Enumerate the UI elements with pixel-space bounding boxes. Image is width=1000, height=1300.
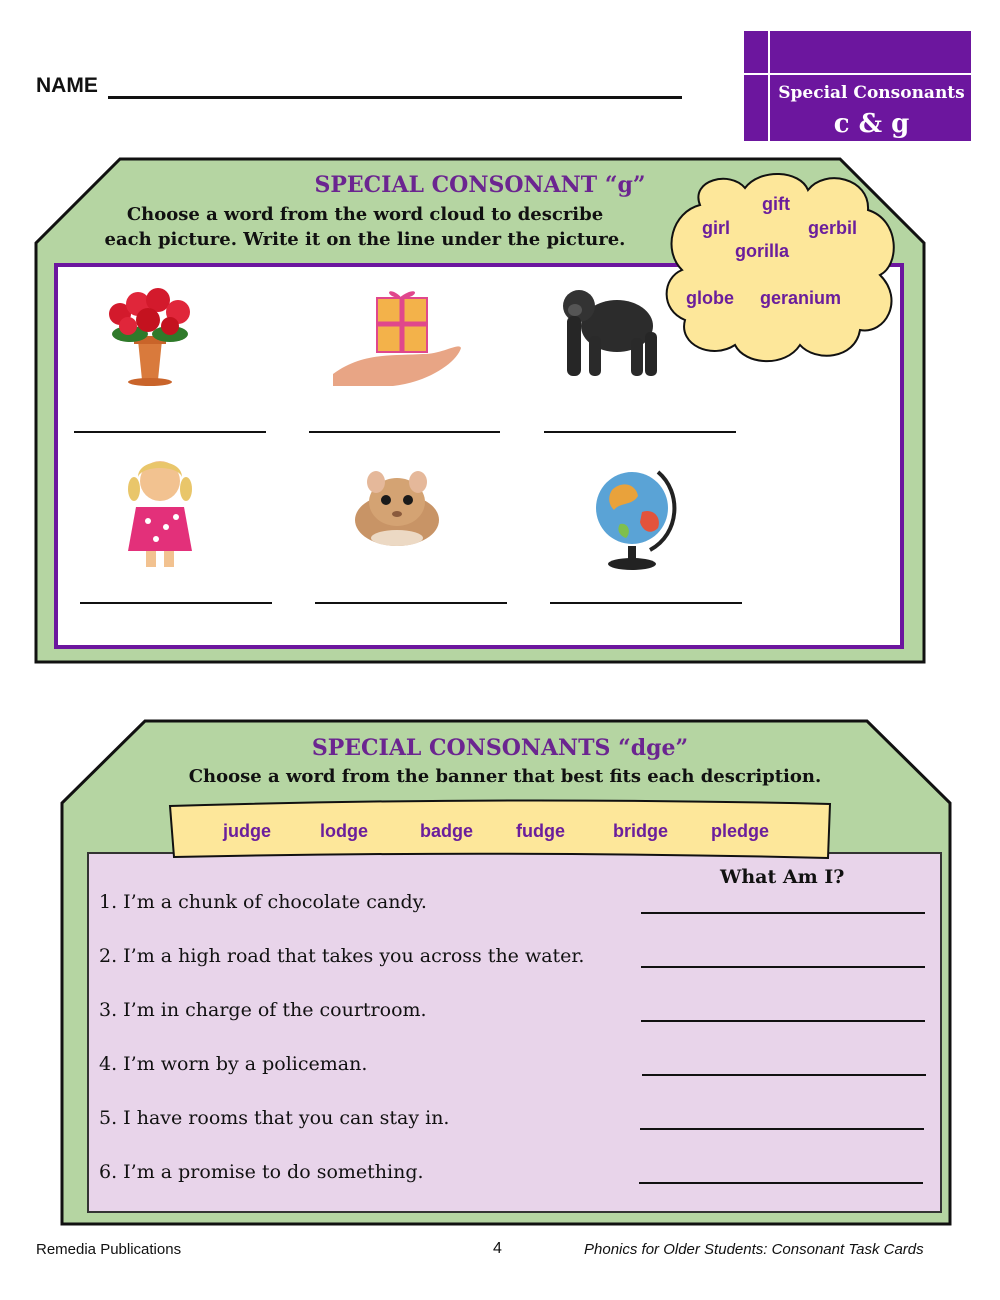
girl-picture <box>122 455 198 567</box>
answer-line-girl[interactable] <box>80 602 272 604</box>
gift-picture <box>333 282 461 386</box>
question-4: 4. I’m worn by a policeman. <box>99 1053 368 1075</box>
question-3: 3. I’m in charge of the courtroom. <box>99 999 427 1021</box>
cloud-word-gerbil: gerbil <box>808 218 858 238</box>
geranium-picture <box>100 282 198 388</box>
banner-word-badge: badge <box>420 821 474 841</box>
answer-line-5[interactable] <box>640 1128 924 1130</box>
answer-line-globe[interactable] <box>550 602 742 604</box>
banner-word-bridge: bridge <box>613 821 669 841</box>
footer-book-title: Phonics for Older Students: Consonant Task Cards <box>584 1241 924 1258</box>
answer-line-1[interactable] <box>641 912 925 914</box>
globe-picture <box>592 466 680 570</box>
gerbil-picture <box>344 462 450 550</box>
answer-line-2[interactable] <box>641 966 925 968</box>
footer-publisher: Remedia Publications <box>36 1241 182 1258</box>
answer-line-4[interactable] <box>642 1074 926 1076</box>
answer-line-gift[interactable] <box>309 431 500 433</box>
cloud-word-globe: globe <box>686 288 734 308</box>
gorilla-picture <box>555 278 663 380</box>
section-g-instruction-line1: Choose a word from the word cloud to describe <box>126 204 604 225</box>
banner-word-pledge: pledge <box>711 821 770 841</box>
question-5: 5. I have rooms that you can stay in. <box>99 1107 450 1129</box>
question-1: 1. I’m a chunk of chocolate candy. <box>99 891 427 913</box>
tag-subtitle: c & g <box>833 109 910 139</box>
banner-word-judge: judge <box>223 821 271 841</box>
name-label: NAME <box>36 74 98 97</box>
answer-line-gorilla[interactable] <box>544 431 736 433</box>
cloud-word-girl: girl <box>702 218 731 238</box>
banner-word-lodge: lodge <box>320 821 368 841</box>
column-header: What Am I? <box>720 866 845 888</box>
answer-line-gerbil[interactable] <box>315 602 507 604</box>
cloud-word-gorilla: gorilla <box>735 241 790 261</box>
answer-line-6[interactable] <box>639 1182 923 1184</box>
section-dge-instruction: Choose a word from the banner that best fits each description. <box>188 766 822 787</box>
answer-line-geranium[interactable] <box>74 431 266 433</box>
tag-title: Special Consonants <box>778 83 965 103</box>
banner-word-fudge: fudge <box>516 821 565 841</box>
section-dge-title: SPECIAL CONSONANTS “dge” <box>311 735 689 761</box>
section-g-instruction-line2: each picture. Write it on the line under the picture. <box>104 229 626 250</box>
cloud-word-gift: gift <box>762 194 790 214</box>
footer-page-number: 4 <box>493 1240 502 1257</box>
question-2: 2. I’m a high road that takes you across the water. <box>99 945 585 967</box>
answer-line-3[interactable] <box>641 1020 925 1022</box>
cloud-word-geranium: geranium <box>760 288 842 308</box>
section-g-title: SPECIAL CONSONANT “g” <box>314 172 646 198</box>
question-6: 6. I’m a promise to do something. <box>99 1161 424 1183</box>
